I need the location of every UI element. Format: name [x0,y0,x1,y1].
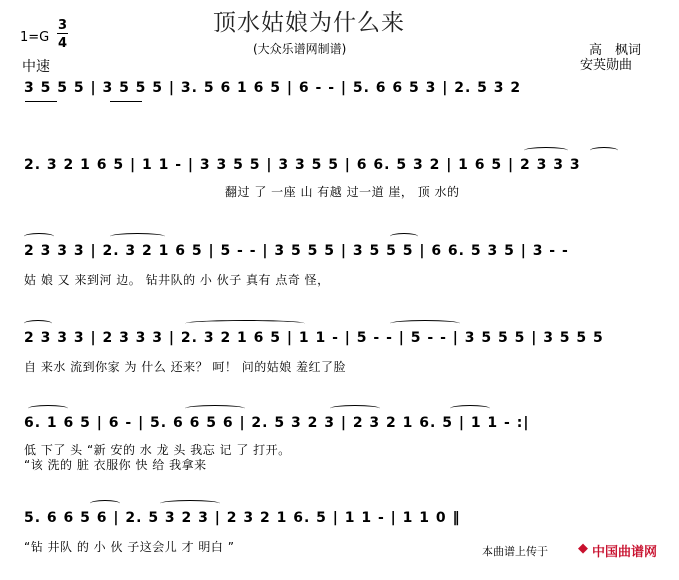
lyric-line-1: 姑 娘 又 来到河 边。 钻井队的 小 伙子 真有 点奇 怪， [24,273,330,287]
score-row-3 [0,243,679,313]
slur-arc [330,405,380,412]
notation-line: 2. 3 2 1 6 5 | 1 1 - | 3 3 5 5 | 3 3 5 5 | 6 6. 5 3 2 | 1 6 5 | 2 3 3 3 [24,157,581,173]
site-logo: 中国曲谱网 [592,545,658,560]
tempo-marking: 中速 [22,59,50,75]
score-title: 顶水姑娘为什么来 [213,10,405,36]
slur-arc [185,405,245,412]
slur-arc [24,233,54,240]
lyric-line-1: “钻 井队 的 小 伙 子这会儿 才 明白 ” [24,540,235,554]
time-signature-bottom: 4 [58,36,68,51]
lyric-line-1: 低 下了 头 “新 安的 水 龙 头 我忘 记 了 打开。 [24,443,291,457]
upload-note: 本曲谱上传于 [482,545,548,558]
slur-arc [590,147,618,154]
slur-arc [24,320,52,327]
notation-line: 3 5 5 5 | 3 5 5 5 | 3. 5 6 1 6 5 | 6 - - | 5. 6 6 5 3 | 2. 5 3 2 [24,80,522,96]
lyricist-credit: 高 枫词 [589,43,642,58]
time-signature-top: 3 [58,18,68,33]
notation-line: 5. 6 6 5 6 | 2. 5 3 2 3 | 2 3 2 1 6. 5 | 1 1 - | 1 1 0 ‖ [24,510,461,526]
beam-line [110,101,142,102]
slur-arc [90,500,120,507]
notation-line: 6. 1 6 5 | 6 - | 5. 6 6 5 6 | 2. 5 3 2 3 | 2 3 2 1 6. 5 | 1 1 - :| [24,415,530,431]
slur-arc [160,500,220,507]
notation-line: 2 3 3 3 | 2. 3 2 1 6 5 | 5 - - | 3 5 5 5 | 3 5 5 5 | 6 6. 5 3 5 | 3 - - [24,243,569,259]
lyric-line-2: “该 洗的 脏 衣服你 快 给 我拿来 [24,458,207,472]
slur-arc [390,233,418,240]
notation-line: 2 3 3 3 | 2 3 3 3 | 2. 3 2 1 6 5 | 1 1 - | 5 - - | 5 - - | 3 5 5 5 | 3 5 5 5 [24,330,604,346]
slur-arc [450,405,490,412]
slur-arc [524,147,568,154]
time-signature-line [57,33,68,34]
score-row-4 [0,330,679,400]
lyric-line-1: 自 来水 流到你家 为 什么 还来？ 呵！ 问的姑娘 羞红了脸 [24,360,347,374]
key-signature: 1=G [20,30,50,45]
slur-arc [110,233,165,240]
slur-arc [390,320,460,327]
score-row-5 [0,415,679,485]
score-subtitle: (大众乐谱网制谱) [253,42,347,56]
score-row-1 [0,80,679,150]
beam-line [25,101,57,102]
site-logo-icon: ◆ [578,541,588,556]
lyric-line-1: 翻过 了 一座 山 有越 过一道 崖， 顶 水的 [225,185,460,199]
score-row-2 [0,157,679,227]
slur-arc [28,405,68,412]
slur-arc [185,320,305,327]
composer-credit: 安英勋曲 [580,58,633,73]
